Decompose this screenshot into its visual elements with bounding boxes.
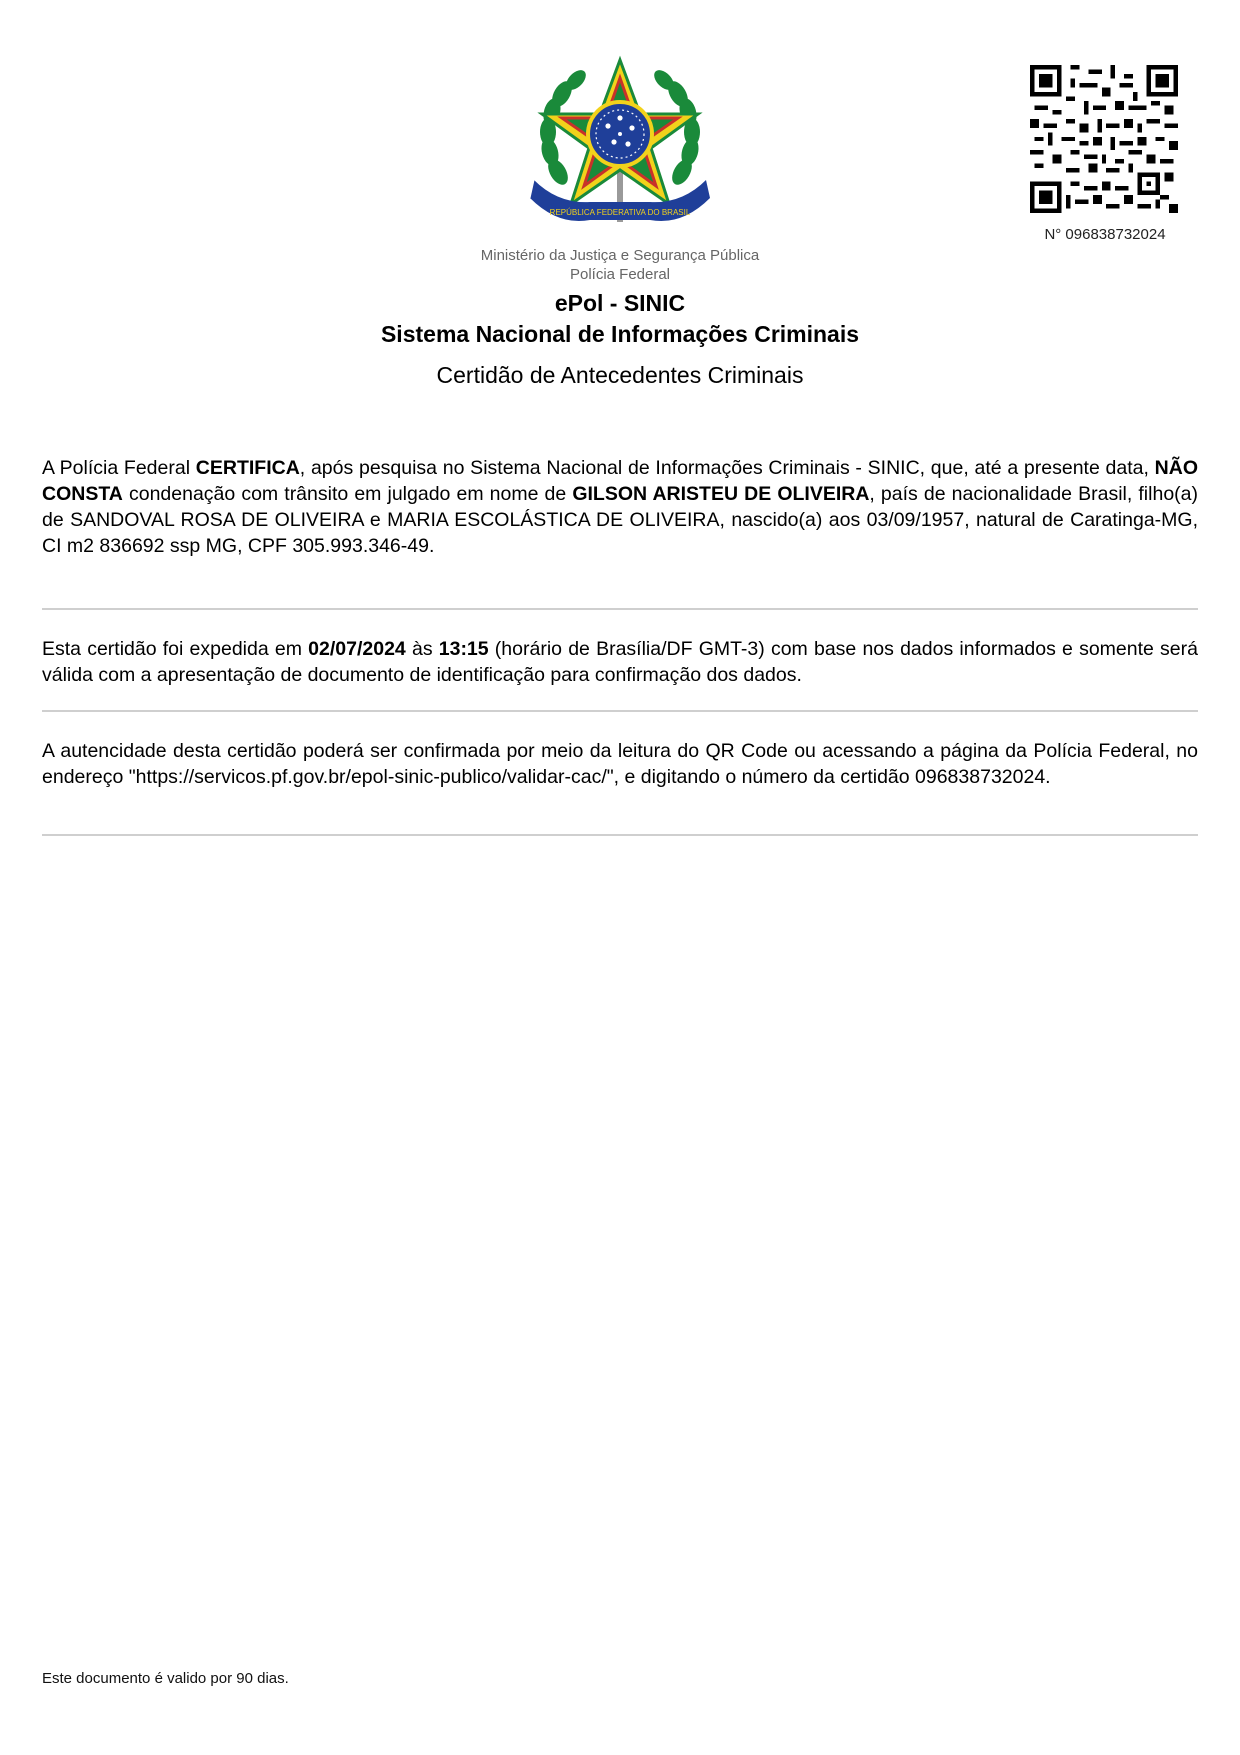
divider: [42, 710, 1198, 712]
text-segment: , após pesquisa no Sistema Nacional de Informações Criminais - SINIC, que, até a presente data,: [299, 457, 1155, 479]
text-segment: A Polícia Federal: [42, 457, 196, 479]
coat-of-arms-brazil-emblem: [528, 52, 712, 232]
ministry-name: Ministério da Justiça e Segurança Pública: [480, 247, 760, 264]
text-segment: às: [405, 638, 439, 660]
certifies-keyword: CERTIFICA: [195, 457, 300, 479]
certification-paragraph: [42, 455, 1198, 559]
qr-code[interactable]: [1030, 65, 1178, 213]
divider: [42, 834, 1198, 836]
system-full-title: Sistema Nacional de Informações Criminais: [380, 321, 860, 347]
text-segment: condenação com trânsito em julgado em nome de: [122, 483, 573, 505]
person-name: GILSON ARISTEU DE OLIVEIRA: [572, 483, 870, 505]
certificate-number: N° 096838732024: [1044, 226, 1166, 243]
document-title: Certidão de Antecedentes Criminais: [436, 362, 804, 388]
authenticity-paragraph: A autencidade desta certidão poderá ser confirmada por meio da leitura do QR Code ou acessando a página da Polícia Federal, no endereço "https://servicos.pf.gov.br/epol-sinic-publico/validar-cac/", e digitando o número da certidão 096838732024.: [42, 740, 1198, 788]
issue-date: 02/07/2024: [308, 638, 406, 660]
text-segment: (horário de Brasília/DF GMT-3) com base nos dados informados e somente será válida com a apresentação de documento de identificação para confirmação dos dados.: [42, 638, 1198, 686]
text-segment: Esta certidão foi expedida em: [42, 638, 309, 660]
divider: [42, 608, 1198, 610]
issue-time: 13:15: [438, 638, 489, 660]
system-short-title: ePol - SINIC: [554, 290, 686, 316]
agency-name: Polícia Federal: [569, 266, 671, 283]
no-record-keyword: NÃO CONSTA: [42, 457, 1198, 505]
validity-note: Este documento é valido por 90 dias.: [42, 1670, 289, 1687]
issuance-paragraph: [42, 636, 1198, 688]
coat-banner-text: REPÚBLICA FEDERATIVA DO BRASIL: [549, 208, 691, 217]
person-details: , país de nacionalidade Brasil, filho(a) de SANDOVAL ROSA DE OLIVEIRA e MARIA ESCOLÁSTICA DE OLIVEIRA, nascido(a) aos 03/09/1957, natural de Caratinga-MG, CI m2 836692 ssp MG, CPF 305.993.346-49.: [42, 483, 1198, 557]
